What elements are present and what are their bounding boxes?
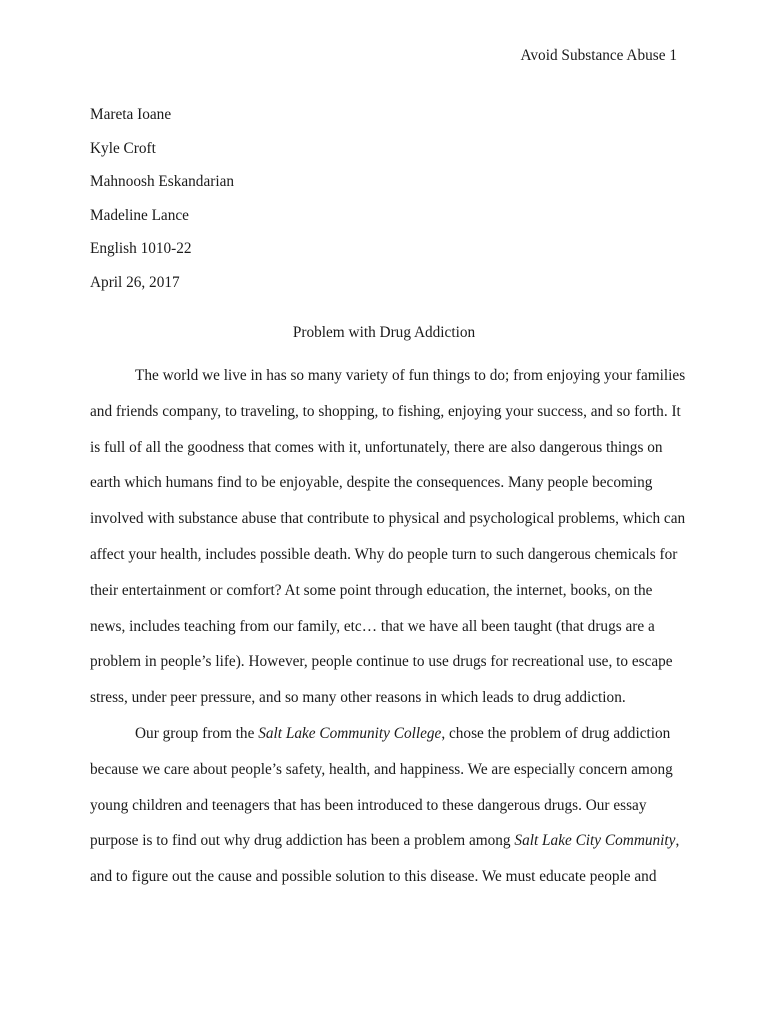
author-name: Mahnoosh Eskandarian [90, 173, 235, 191]
text-line: affect your health, includes possible death. Why do people turn to such dangerous chemicals for [90, 545, 678, 563]
text-line [90, 716, 678, 752]
text-segment: Our group from the [135, 724, 259, 742]
text-line: young children and teenagers that has been introduced to these dangerous drugs. Our essay [90, 796, 647, 814]
paragraph-2 [90, 716, 678, 895]
heading-block [90, 98, 234, 300]
college-name: Salt Lake Community College [258, 724, 442, 742]
text-segment: purpose is to find out why drug addiction has been a problem among [90, 832, 515, 850]
course-name: English 1010-22 [90, 240, 192, 258]
text-line: news, includes teaching from our family, etc… that we have all been taught (that drugs are a [90, 617, 655, 635]
text-line: is full of all the goodness that comes with it, unfortunately, there are also dangerous things on [90, 438, 663, 456]
running-head: Avoid Substance Abuse 1 [520, 47, 677, 64]
text-line: their entertainment or comfort? At some point through education, the internet, books, on the [90, 581, 653, 599]
author-name: Madeline Lance [90, 206, 189, 224]
text-segment: , [675, 832, 680, 850]
community-name: Salt Lake City Community [514, 832, 676, 850]
author-name: Kyle Croft [90, 139, 156, 157]
text-line: and to figure out the cause and possible solution to this disease. We must educate people and [90, 868, 657, 886]
text-line: problem in people’s life). However, people continue to use drugs for recreational use, to escape [90, 653, 673, 671]
essay-title: Problem with Drug Addiction [292, 324, 476, 341]
text-line: The world we live in has so many variety of fun things to do; from enjoying your families [135, 367, 686, 384]
text-line: because we care about people’s safety, health, and happiness. We are especially concern among [90, 760, 673, 778]
text-line: and friends company, to traveling, to shopping, to fishing, enjoying your success, and so forth. It [90, 402, 681, 420]
author-name: Mareta Ioane [90, 106, 172, 123]
text-line: earth which humans find to be enjoyable, despite the consequences. Many people becoming [90, 474, 653, 492]
text-line [90, 823, 678, 859]
paragraph-1 [90, 358, 686, 716]
essay-body [90, 358, 686, 895]
document-date: April 26, 2017 [90, 273, 180, 291]
text-segment: , chose the problem of drug addiction [441, 724, 671, 742]
text-line: involved with substance abuse that contribute to physical and psychological problems, which can [90, 510, 686, 528]
text-line: stress, under peer pressure, and so many other reasons in which leads to drug addiction. [90, 689, 626, 707]
